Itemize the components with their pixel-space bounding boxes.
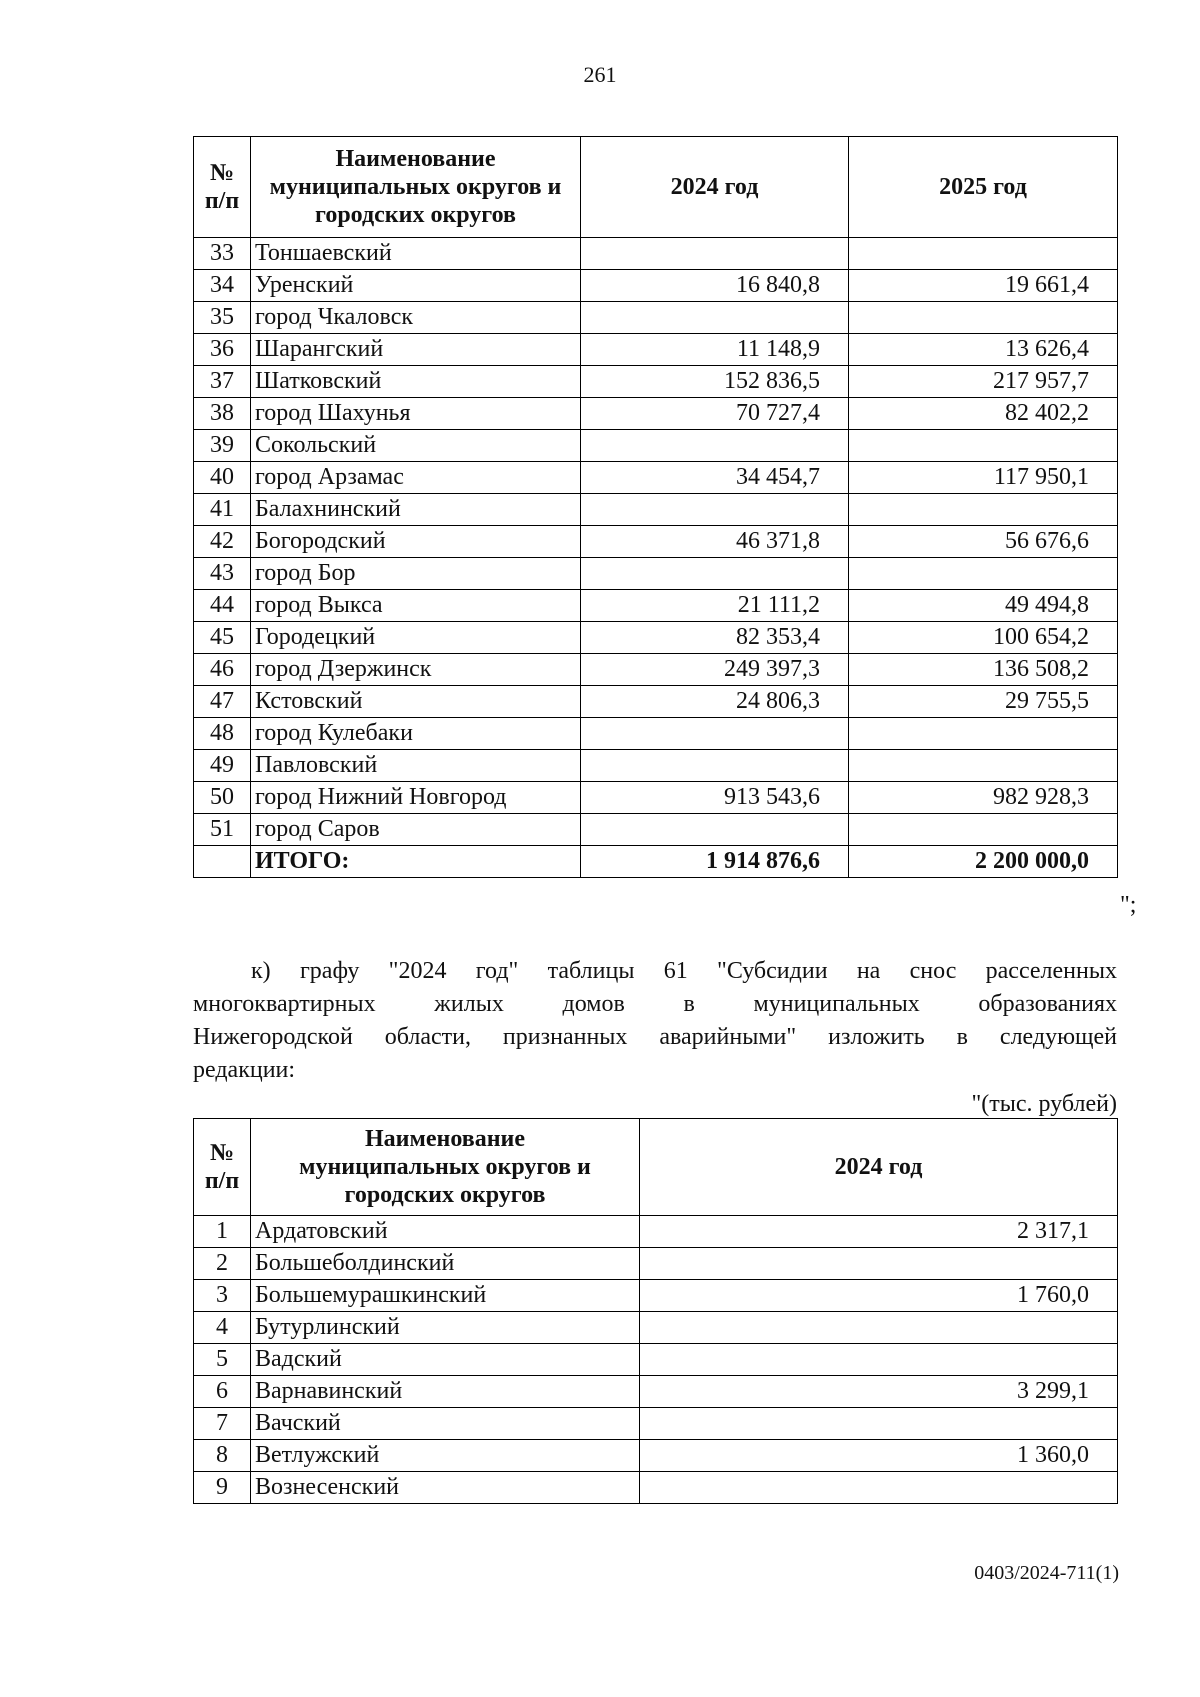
table-row — [194, 622, 1118, 654]
row-number: 42 — [194, 526, 251, 558]
table-row — [194, 814, 1118, 846]
table-row — [194, 1376, 1118, 1408]
paragraph-line: Нижегородской области, признанных аварийными" изложить в следующей — [193, 1024, 1117, 1050]
value-2025: 117 950,1 — [849, 462, 1118, 494]
value-2024: 34 454,7 — [581, 462, 849, 494]
total-2025: 2 200 000,0 — [849, 846, 1118, 878]
table-row — [194, 1216, 1118, 1248]
district-name: Шарангский — [251, 334, 581, 366]
row-number: 6 — [194, 1376, 251, 1408]
row-number: 43 — [194, 558, 251, 590]
value-2024: 3 299,1 — [640, 1376, 1118, 1408]
district-name: Большемурашкинский — [251, 1280, 640, 1312]
paragraph-line: многоквартирных жилых домов в муниципальных образованиях — [193, 991, 1117, 1017]
district-name: город Дзержинск — [251, 654, 581, 686]
value-2024: 11 148,9 — [581, 334, 849, 366]
value-2025: 217 957,7 — [849, 366, 1118, 398]
row-number: 48 — [194, 718, 251, 750]
district-name: город Арзамас — [251, 462, 581, 494]
value-2024 — [640, 1472, 1118, 1504]
table-row — [194, 334, 1118, 366]
total-row — [194, 846, 1118, 878]
page-number: 261 — [583, 62, 617, 87]
row-number: 34 — [194, 270, 251, 302]
table-row — [194, 462, 1118, 494]
value-2025: 29 755,5 — [849, 686, 1118, 718]
row-number: 4 — [194, 1312, 251, 1344]
table2-body — [194, 1216, 1118, 1504]
value-2024: 21 111,2 — [581, 590, 849, 622]
value-2024: 2 317,1 — [640, 1216, 1118, 1248]
value-2024 — [581, 430, 849, 462]
value-2024: 913 543,6 — [581, 782, 849, 814]
district-name: город Шахунья — [251, 398, 581, 430]
row-number: 33 — [194, 238, 251, 270]
value-2025 — [849, 238, 1118, 270]
value-2024: 16 840,8 — [581, 270, 849, 302]
row-number: 39 — [194, 430, 251, 462]
paragraph-line: к) графу "2024 год" таблицы 61 "Субсидии на снос расселенных — [251, 958, 1117, 984]
value-2025: 19 661,4 — [849, 270, 1118, 302]
row-number: 7 — [194, 1408, 251, 1440]
total-2024: 1 914 876,6 — [581, 846, 849, 878]
value-2024: 152 836,5 — [581, 366, 849, 398]
table-row — [194, 1472, 1118, 1504]
district-name: Вознесенский — [251, 1472, 640, 1504]
header-name: Наименование муниципальных округов и городских округов — [251, 1119, 640, 1216]
table-row — [194, 590, 1118, 622]
value-2025: 100 654,2 — [849, 622, 1118, 654]
value-2024 — [581, 558, 849, 590]
value-2025: 982 928,3 — [849, 782, 1118, 814]
district-name: Городецкий — [251, 622, 581, 654]
district-name: Вадский — [251, 1344, 640, 1376]
table-row — [194, 1248, 1118, 1280]
value-2024 — [581, 494, 849, 526]
value-2024 — [581, 750, 849, 782]
value-2024: 46 371,8 — [581, 526, 849, 558]
value-2025 — [849, 558, 1118, 590]
value-2025: 56 676,6 — [849, 526, 1118, 558]
value-2025 — [849, 430, 1118, 462]
row-number: 2 — [194, 1248, 251, 1280]
row-number: 45 — [194, 622, 251, 654]
budget-table-2024 — [193, 1118, 1118, 1504]
value-2024: 249 397,3 — [581, 654, 849, 686]
district-name: Тоншаевский — [251, 238, 581, 270]
value-2024: 70 727,4 — [581, 398, 849, 430]
table-row — [194, 558, 1118, 590]
header-name: Наименование муниципальных округов и городских округов — [251, 137, 581, 238]
value-2025 — [849, 750, 1118, 782]
table-row — [194, 1312, 1118, 1344]
district-name: Уренский — [251, 270, 581, 302]
table-row — [194, 1344, 1118, 1376]
value-2025 — [849, 814, 1118, 846]
district-name: город Кулебаки — [251, 718, 581, 750]
row-number: 41 — [194, 494, 251, 526]
value-2024: 1 760,0 — [640, 1280, 1118, 1312]
district-name: город Выкса — [251, 590, 581, 622]
district-name: Бутурлинский — [251, 1312, 640, 1344]
row-number: 49 — [194, 750, 251, 782]
table-row — [194, 686, 1118, 718]
value-2024 — [581, 718, 849, 750]
row-number: 8 — [194, 1440, 251, 1472]
value-2024 — [581, 302, 849, 334]
header-2024: 2024 год — [640, 1119, 1118, 1216]
paragraph-line: редакции: — [193, 1057, 296, 1083]
value-2025 — [849, 494, 1118, 526]
header-number: № п/п — [194, 1119, 251, 1216]
district-name: Ветлужский — [251, 1440, 640, 1472]
value-2024: 1 360,0 — [640, 1440, 1118, 1472]
row-number: 9 — [194, 1472, 251, 1504]
district-name: Варнавинский — [251, 1376, 640, 1408]
district-name: город Нижний Новгород — [251, 782, 581, 814]
table-row — [194, 1440, 1118, 1472]
table-row — [194, 1280, 1118, 1312]
row-number: 1 — [194, 1216, 251, 1248]
row-number: 35 — [194, 302, 251, 334]
table-row — [194, 1408, 1118, 1440]
district-name: город Саров — [251, 814, 581, 846]
value-2024 — [640, 1312, 1118, 1344]
table-row — [194, 398, 1118, 430]
header-2024: 2024 год — [581, 137, 849, 238]
header-number: № п/п — [194, 137, 251, 238]
unit-label: "(тыс. рублей) — [971, 1091, 1117, 1117]
value-2024: 82 353,4 — [581, 622, 849, 654]
district-name: Большеболдинский — [251, 1248, 640, 1280]
row-number: 50 — [194, 782, 251, 814]
budget-table-2024-2025 — [193, 136, 1118, 878]
row-number: 36 — [194, 334, 251, 366]
value-2024 — [640, 1408, 1118, 1440]
district-name: Кстовский — [251, 686, 581, 718]
row-number: 37 — [194, 366, 251, 398]
district-name: город Бор — [251, 558, 581, 590]
row-number: 5 — [194, 1344, 251, 1376]
table-row — [194, 270, 1118, 302]
district-name: Шатковский — [251, 366, 581, 398]
row-number: 3 — [194, 1280, 251, 1312]
district-name: город Чкаловск — [251, 302, 581, 334]
table-row — [194, 526, 1118, 558]
value-2025: 49 494,8 — [849, 590, 1118, 622]
value-2025: 13 626,4 — [849, 334, 1118, 366]
row-number: 47 — [194, 686, 251, 718]
table-row — [194, 750, 1118, 782]
closing-quote: "; — [1120, 892, 1137, 918]
value-2024 — [581, 814, 849, 846]
district-name: Богородский — [251, 526, 581, 558]
value-2025: 136 508,2 — [849, 654, 1118, 686]
amendment-paragraph — [193, 955, 1117, 1087]
header-2025: 2025 год — [849, 137, 1118, 238]
row-number: 46 — [194, 654, 251, 686]
table-row — [194, 494, 1118, 526]
district-name: Балахнинский — [251, 494, 581, 526]
document-code: 0403/2024-711(1) — [974, 1562, 1119, 1584]
district-name: Вачский — [251, 1408, 640, 1440]
table-row — [194, 238, 1118, 270]
value-2024: 24 806,3 — [581, 686, 849, 718]
value-2024 — [581, 238, 849, 270]
row-number: 44 — [194, 590, 251, 622]
row-number: 38 — [194, 398, 251, 430]
total-empty-cell — [194, 846, 251, 878]
value-2024 — [640, 1248, 1118, 1280]
table-row — [194, 654, 1118, 686]
value-2025: 82 402,2 — [849, 398, 1118, 430]
row-number: 40 — [194, 462, 251, 494]
value-2025 — [849, 302, 1118, 334]
district-name: Павловский — [251, 750, 581, 782]
table-row — [194, 366, 1118, 398]
value-2024 — [640, 1344, 1118, 1376]
district-name: Сокольский — [251, 430, 581, 462]
table-row — [194, 782, 1118, 814]
table-row — [194, 302, 1118, 334]
value-2025 — [849, 718, 1118, 750]
table-row — [194, 430, 1118, 462]
table-row — [194, 718, 1118, 750]
total-label: ИТОГО: — [251, 846, 581, 878]
row-number: 51 — [194, 814, 251, 846]
table1-body — [194, 238, 1118, 878]
district-name: Ардатовский — [251, 1216, 640, 1248]
